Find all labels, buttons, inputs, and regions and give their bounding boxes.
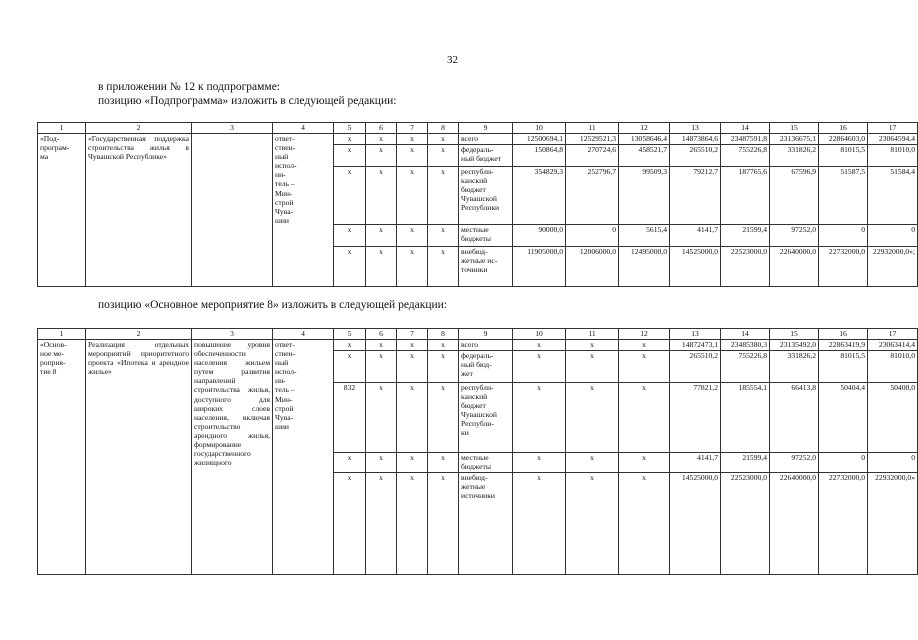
cell-col4: ответ- ствен- ный испол- ни- тель – Мин- строй Чува- шии	[273, 134, 334, 287]
value-cell: x	[513, 351, 566, 383]
value-cell: 23136675,1	[770, 134, 819, 145]
value-cell: 22732000,0	[819, 473, 868, 575]
value-cell: 4141,7	[670, 453, 721, 473]
cell-c5: x	[334, 145, 366, 167]
cell-c8: x	[428, 351, 459, 383]
cell-c5: 832	[334, 383, 366, 453]
value-cell: 458521,7	[619, 145, 670, 167]
cell-col1: «Под- програм- ма	[38, 134, 86, 287]
value-cell: 90000,0	[513, 225, 566, 247]
cell-col4: ответ- ствен- ный испол- ни- тель – Мин- строй Чува- шии	[273, 340, 334, 575]
column-number: 8	[428, 329, 459, 340]
column-number: 14	[721, 123, 770, 134]
cell-c8: x	[428, 473, 459, 575]
column-number: 5	[334, 329, 366, 340]
value-cell: 0	[868, 453, 918, 473]
value-cell: 0	[819, 225, 868, 247]
cell-c8: x	[428, 383, 459, 453]
value-cell: 755226,8	[721, 145, 770, 167]
cell-c6: x	[366, 383, 397, 453]
value-cell: x	[566, 383, 619, 453]
value-cell: 97252,0	[770, 453, 819, 473]
column-number: 17	[868, 329, 918, 340]
value-cell: 23064594,4	[868, 134, 918, 145]
section-heading-2: позицию «Основное мероприятие 8» изложить в следующей редакции:	[98, 299, 447, 311]
column-number: 15	[770, 123, 819, 134]
value-cell: 185554,1	[721, 383, 770, 453]
header-row	[38, 123, 918, 134]
value-cell: 14872473,1	[670, 340, 721, 351]
value-cell: 22863419,9	[819, 340, 868, 351]
value-cell: x	[513, 340, 566, 351]
cell-c5: x	[334, 473, 366, 575]
cell-col2: Реализация отдельных мероприятий приоритетного проекта «Ипотека и арендное жилье»	[86, 340, 192, 575]
cell-c7: x	[397, 134, 428, 145]
value-cell: 265510,2	[670, 351, 721, 383]
cell-c6: x	[366, 453, 397, 473]
cell-c5: x	[334, 453, 366, 473]
cell-c5: x	[334, 167, 366, 225]
cell-c7: x	[397, 167, 428, 225]
column-number: 11	[566, 329, 619, 340]
cell-c6: x	[366, 473, 397, 575]
value-cell: 81010,0	[868, 145, 918, 167]
column-number: 11	[566, 123, 619, 134]
column-number: 8	[428, 123, 459, 134]
cell-c6: x	[366, 145, 397, 167]
value-cell: 12529521,3	[566, 134, 619, 145]
column-number: 17	[868, 123, 918, 134]
cell-c7: x	[397, 247, 428, 287]
value-cell: x	[513, 383, 566, 453]
value-cell: 354829,3	[513, 167, 566, 225]
cell-c8: x	[428, 134, 459, 145]
value-cell: 4141,7	[670, 225, 721, 247]
cell-c6: x	[366, 225, 397, 247]
column-number: 13	[670, 123, 721, 134]
cell-col3: повышение уровня обеспеченности населения жильем путем развития направлений строительства жилья, доступного для широких слоев населения, включая строительство арендного жилья, формирование государственного жилищного	[192, 340, 273, 575]
table-row	[38, 340, 918, 351]
value-cell: x	[566, 453, 619, 473]
cell-col2: «Государственная поддержка строительства жилья в Чувашской Республике»	[86, 134, 192, 287]
column-number: 16	[819, 329, 868, 340]
column-number: 1	[38, 123, 86, 134]
column-number: 4	[273, 329, 334, 340]
cell-c7: x	[397, 383, 428, 453]
value-cell: 14525000,0	[670, 473, 721, 575]
value-cell: x	[619, 383, 670, 453]
value-cell: 99509,3	[619, 167, 670, 225]
value-cell: 12495000,0	[619, 247, 670, 287]
cell-c5: x	[334, 351, 366, 383]
cell-col3	[192, 134, 273, 287]
value-cell: 270724,6	[566, 145, 619, 167]
value-cell: 14525000,0	[670, 247, 721, 287]
cell-c8: x	[428, 340, 459, 351]
funding-source: внебюд- жетные источники	[459, 473, 513, 575]
value-cell: x	[619, 351, 670, 383]
column-number: 12	[619, 123, 670, 134]
table-row	[38, 134, 918, 145]
cell-c8: x	[428, 167, 459, 225]
value-cell: 50404,4	[819, 383, 868, 453]
value-cell: 12006000,0	[566, 247, 619, 287]
column-number: 7	[397, 123, 428, 134]
value-cell: x	[513, 453, 566, 473]
value-cell: x	[566, 340, 619, 351]
funding-source: республи- канский бюджет Чувашской Республи- ки	[459, 383, 513, 453]
main-activity-8-table	[37, 328, 918, 575]
column-number: 2	[86, 329, 192, 340]
value-cell: 81015,5	[819, 351, 868, 383]
column-number: 14	[721, 329, 770, 340]
value-cell: x	[619, 473, 670, 575]
value-cell: 21599,4	[721, 225, 770, 247]
value-cell: 23135492,0	[770, 340, 819, 351]
value-cell: 0	[868, 225, 918, 247]
column-number: 10	[513, 329, 566, 340]
value-cell: 0	[819, 453, 868, 473]
cell-c8: x	[428, 145, 459, 167]
cell-c5: x	[334, 247, 366, 287]
value-cell: x	[619, 340, 670, 351]
cell-c6: x	[366, 351, 397, 383]
cell-c7: x	[397, 340, 428, 351]
value-cell: 23487591,8	[721, 134, 770, 145]
value-cell: x	[566, 351, 619, 383]
column-number: 4	[273, 123, 334, 134]
cell-c7: x	[397, 225, 428, 247]
value-cell: 22932000,0»	[868, 473, 918, 575]
value-cell: 50400,0	[868, 383, 918, 453]
cell-c5: x	[334, 134, 366, 145]
value-cell: 12500694,1	[513, 134, 566, 145]
value-cell: 331826,2	[770, 351, 819, 383]
column-number: 1	[38, 329, 86, 340]
column-number: 15	[770, 329, 819, 340]
funding-source: внебюд- жетные ис- точники	[459, 247, 513, 287]
value-cell: 66413,8	[770, 383, 819, 453]
cell-c7: x	[397, 351, 428, 383]
value-cell: 265510,2	[670, 145, 721, 167]
funding-source: местные бюджеты	[459, 453, 513, 473]
column-number: 10	[513, 123, 566, 134]
value-cell: 23485380,3	[721, 340, 770, 351]
cell-col1: «Основ- ное ме- роприя- тие 8	[38, 340, 86, 575]
cell-c8: x	[428, 247, 459, 287]
value-cell: 22523000,0	[721, 247, 770, 287]
cell-c6: x	[366, 134, 397, 145]
value-cell: 11905000,0	[513, 247, 566, 287]
header-row	[38, 329, 918, 340]
value-cell: 23063414,4	[868, 340, 918, 351]
funding-source: всего	[459, 134, 513, 145]
value-cell: 755226,8	[721, 351, 770, 383]
column-number: 9	[459, 123, 513, 134]
column-number: 6	[366, 123, 397, 134]
funding-source: федераль- ный бюджет	[459, 145, 513, 167]
value-cell: 14873864,6	[670, 134, 721, 145]
value-cell: 331826,2	[770, 145, 819, 167]
cell-c6: x	[366, 247, 397, 287]
value-cell: 22864603,0	[819, 134, 868, 145]
funding-source: всего	[459, 340, 513, 351]
cell-c5: x	[334, 340, 366, 351]
column-number: 13	[670, 329, 721, 340]
column-number: 3	[192, 329, 273, 340]
intro-line-2: позицию «Подпрограмма» изложить в следующей редакции:	[98, 95, 397, 107]
value-cell: 77821,2	[670, 383, 721, 453]
cell-c6: x	[366, 167, 397, 225]
value-cell: 22932000,0»;	[868, 247, 918, 287]
column-number: 6	[366, 329, 397, 340]
cell-c7: x	[397, 145, 428, 167]
column-number: 7	[397, 329, 428, 340]
value-cell: 0	[566, 225, 619, 247]
value-cell: 81015,5	[819, 145, 868, 167]
value-cell: x	[513, 473, 566, 575]
value-cell: 22640000,0	[770, 247, 819, 287]
cell-c6: x	[366, 340, 397, 351]
value-cell: 13058646,4	[619, 134, 670, 145]
value-cell: 51584,4	[868, 167, 918, 225]
value-cell: 21599,4	[721, 453, 770, 473]
funding-source: федераль- ный бюд- жет	[459, 351, 513, 383]
value-cell: 22732000,0	[819, 247, 868, 287]
cell-c5: x	[334, 225, 366, 247]
value-cell: 51587,5	[819, 167, 868, 225]
subprogram-table	[37, 122, 918, 287]
value-cell: 22640000,0	[770, 473, 819, 575]
cell-c8: x	[428, 225, 459, 247]
cell-c8: x	[428, 453, 459, 473]
column-number: 3	[192, 123, 273, 134]
cell-c7: x	[397, 473, 428, 575]
cell-c7: x	[397, 453, 428, 473]
value-cell: 81010,0	[868, 351, 918, 383]
value-cell: 67596,9	[770, 167, 819, 225]
page-number: 32	[447, 54, 458, 66]
value-cell: 97252,0	[770, 225, 819, 247]
value-cell: 22523000,0	[721, 473, 770, 575]
column-number: 16	[819, 123, 868, 134]
column-number: 12	[619, 329, 670, 340]
value-cell: 187765,6	[721, 167, 770, 225]
value-cell: 150864,8	[513, 145, 566, 167]
column-number: 2	[86, 123, 192, 134]
funding-source: местные бюджеты	[459, 225, 513, 247]
value-cell: 5615,4	[619, 225, 670, 247]
funding-source: республи- канский бюджет Чувашской Республики	[459, 167, 513, 225]
value-cell: x	[566, 473, 619, 575]
value-cell: 79212,7	[670, 167, 721, 225]
column-number: 9	[459, 329, 513, 340]
column-number: 5	[334, 123, 366, 134]
value-cell: x	[619, 453, 670, 473]
value-cell: 252796,7	[566, 167, 619, 225]
intro-line-1: в приложении № 12 к подпрограмме:	[98, 81, 280, 93]
